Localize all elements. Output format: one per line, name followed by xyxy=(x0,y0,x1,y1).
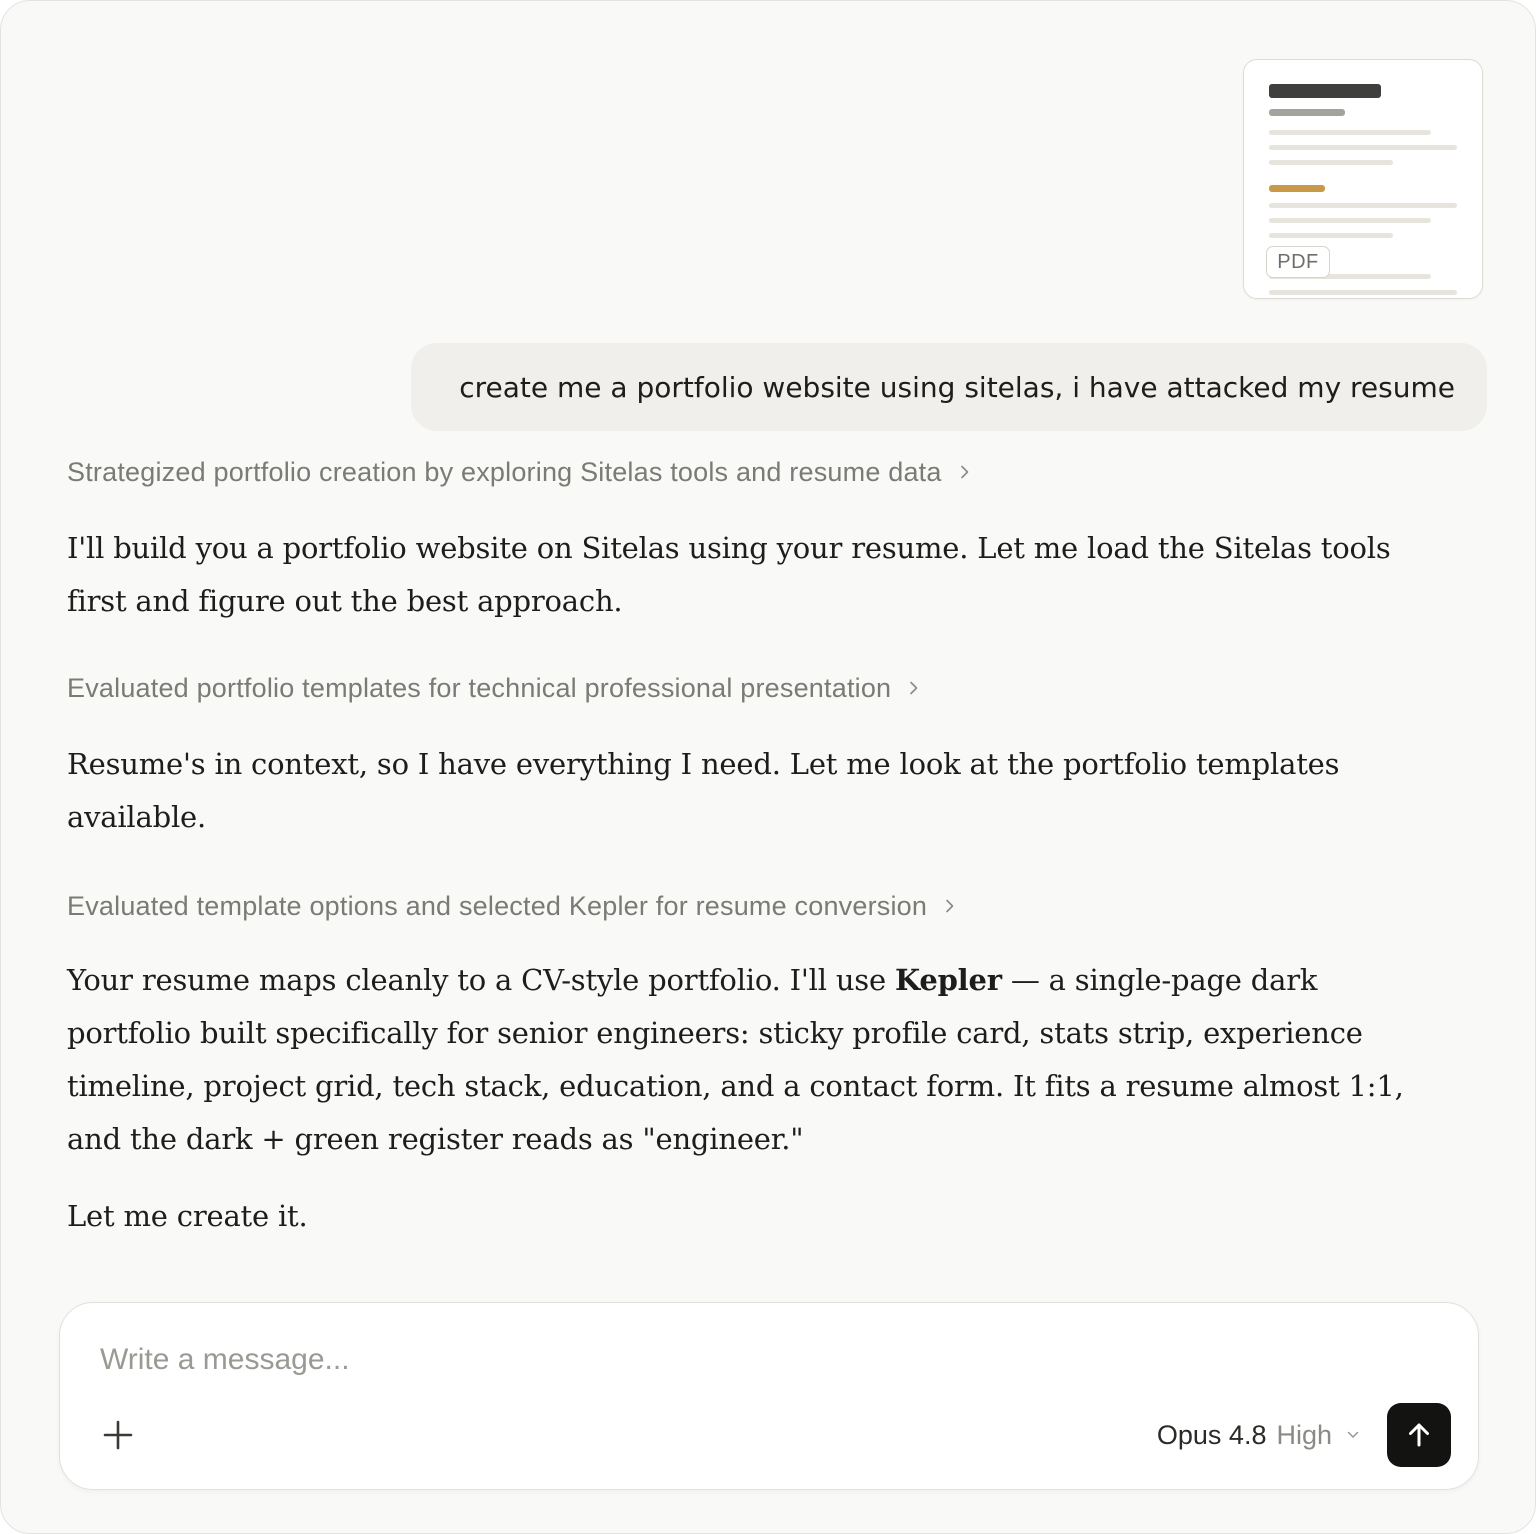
doc-text-line xyxy=(1269,290,1457,295)
thinking-summary-text: Evaluated template options and selected Kepler for resume conversion xyxy=(67,890,928,921)
model-effort-level: High xyxy=(1276,1419,1332,1450)
thinking-summary-toggle[interactable] xyxy=(67,887,959,925)
chevron-right-icon xyxy=(905,679,923,697)
assistant-response-text: Resume's in context, so I have everything I need. Let me look at the portfolio templates available. xyxy=(67,747,1340,834)
add-attachment-button[interactable] xyxy=(96,1413,140,1457)
doc-title-line xyxy=(1269,84,1381,98)
thinking-summary-text: Evaluated portfolio templates for technical professional presentation xyxy=(67,672,892,703)
thinking-summary-toggle[interactable] xyxy=(67,669,923,707)
doc-text-line xyxy=(1269,160,1393,165)
chevron-right-icon xyxy=(941,897,959,915)
doc-text-line xyxy=(1269,145,1457,150)
pdf-type-badge: PDF xyxy=(1266,246,1330,278)
chevron-down-icon xyxy=(1346,1428,1360,1442)
response-text-segment: — a single-page dark portfolio built specifically for senior engineers: sticky profile card, stats strip, experience timeline, project grid, tech stack, education, and a contact form. It fits a resume almost 1:1, and the dark + green register reads as "engineer." xyxy=(67,963,1404,1156)
template-name-bold: Kepler xyxy=(894,963,1002,997)
assistant-response-text: Let me create it. xyxy=(67,1199,308,1233)
assistant-response-text: I'll build you a portfolio website on Sitelas using your resume. Let me load the Sitelas tools first and figure out the best approach. xyxy=(67,531,1391,618)
doc-text-line xyxy=(1269,233,1393,238)
thinking-summary-text: Strategized portfolio creation by exploring Sitelas tools and resume data xyxy=(67,456,942,487)
doc-subtitle-line xyxy=(1269,109,1345,116)
user-message-bubble xyxy=(411,343,1487,431)
thinking-summary-toggle[interactable] xyxy=(67,453,974,491)
model-name: Opus 4.8 xyxy=(1156,1419,1267,1450)
plus-icon xyxy=(96,1413,140,1457)
message-input[interactable] xyxy=(100,1337,1300,1383)
model-selector[interactable] xyxy=(1157,1413,1360,1457)
doc-text-line xyxy=(1269,203,1457,208)
assistant-response-text xyxy=(67,954,1447,1166)
message-composer xyxy=(59,1302,1479,1490)
doc-section-accent-line xyxy=(1269,185,1325,192)
doc-text-line xyxy=(1269,218,1431,223)
send-button[interactable] xyxy=(1387,1403,1451,1467)
user-message-text: create me a portfolio website using sitelas, i have attacked my resume xyxy=(459,370,1455,404)
arrow-up-icon xyxy=(1404,1420,1434,1450)
response-text-segment: Your resume maps cleanly to a CV-style portfolio. I'll use xyxy=(67,963,895,997)
doc-text-line xyxy=(1269,130,1431,135)
pdf-attachment[interactable] xyxy=(1243,59,1483,299)
chevron-right-icon xyxy=(956,463,974,481)
